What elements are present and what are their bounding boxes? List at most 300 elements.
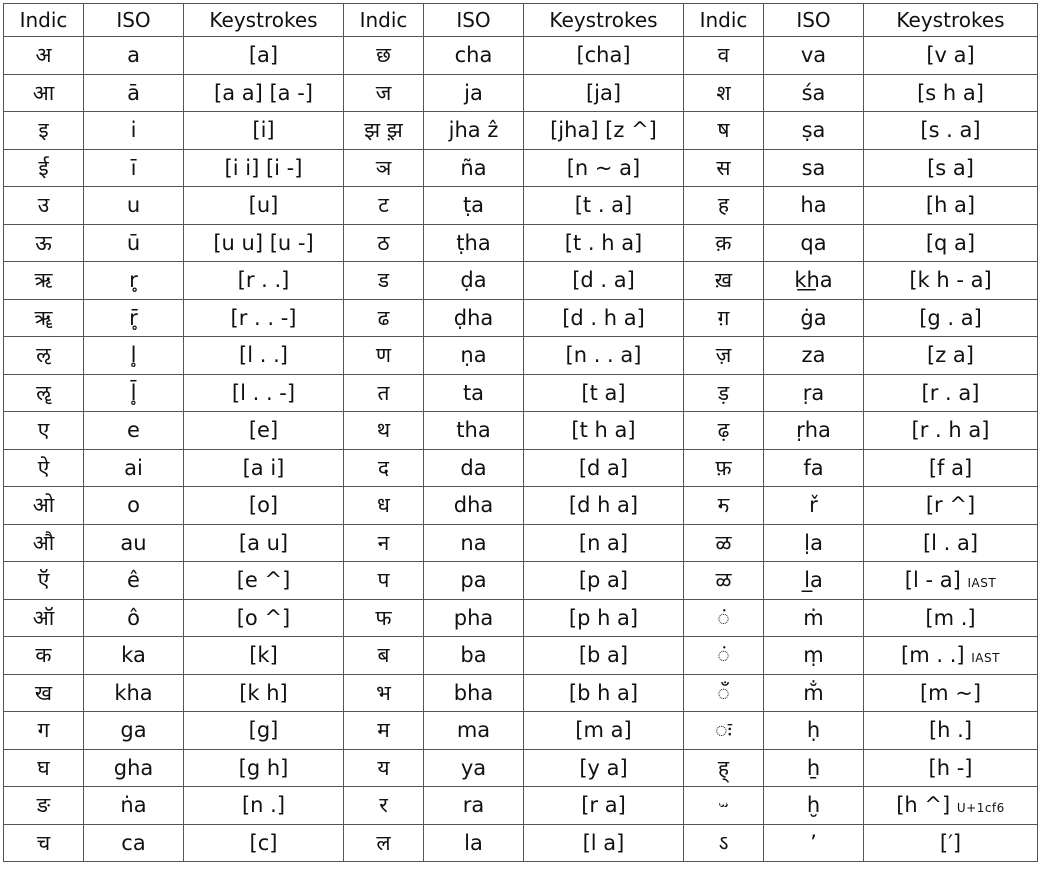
iso-cell: ra [424,787,524,825]
table-row [4,224,1038,262]
keystrokes-cell [524,374,684,412]
keystrokes-cell [524,37,684,75]
indic-cell: ब [344,637,424,675]
keystrokes-text: [a a] [a -] [214,80,313,105]
table-row [4,112,1038,150]
keystrokes-text: [a u] [238,530,289,555]
iso-cell: ṣa [764,112,864,150]
keystrokes-cell [524,224,684,262]
iso-cell: za [764,337,864,375]
keystrokes-text: [r . .] [237,268,290,293]
keystrokes-text: [c] [249,830,278,855]
keystrokes-text: [a i] [242,455,285,480]
keystrokes-cell [184,712,344,750]
iso-cell: va [764,37,864,75]
keystrokes-text: [k] [249,643,278,668]
keystrokes-cell [184,524,344,562]
keystrokes-cell [864,787,1038,825]
table-row [4,749,1038,787]
keystrokes-cell [864,674,1038,712]
indic-cell: ढ़ [684,412,764,450]
iso-cell: ma [424,712,524,750]
iso-cell: ṛa [764,374,864,412]
keystrokes-cell [524,674,684,712]
table-row [4,187,1038,225]
indic-cell: क़ [684,224,764,262]
keystrokes-cell [184,674,344,712]
table-row [4,787,1038,825]
iso-cell: pa [424,562,524,600]
keystrokes-cell [184,374,344,412]
iso-cell: ya [424,749,524,787]
header-indic: Indic [4,4,84,37]
indic-cell: ळ [684,524,764,562]
iso-cell: u [84,187,184,225]
indic-cell: क [4,637,84,675]
keystrokes-cell [524,562,684,600]
iso-cell: sa [764,149,864,187]
indic-cell: घ [4,749,84,787]
indic-cell: आ [4,74,84,112]
header-keystrokes: Keystrokes [184,4,344,37]
iso-cell: ña [424,149,524,187]
iso-cell: r̥̄ [84,299,184,337]
keystrokes-text: [n . . a] [565,343,642,368]
indic-cell: ग़ [684,299,764,337]
iso-cell: ḥ [764,712,864,750]
keystrokes-text: [i i] [i -] [224,155,303,180]
iso-cell: fa [764,449,864,487]
keystrokes-cell [184,299,344,337]
keystrokes-text: [m .] [925,605,976,630]
table-row [4,824,1038,862]
indic-cell: न [344,524,424,562]
iso-cell: au [84,524,184,562]
indic-cell: ऽ [684,824,764,862]
iso-cell: dha [424,487,524,525]
iso-cell: ga [84,712,184,750]
indic-cell: स [684,149,764,187]
keystrokes-text: [d . h a] [562,305,645,330]
keystrokes-cell [864,262,1038,300]
indic-cell: र [344,787,424,825]
keystrokes-text: [h ^] [896,793,951,818]
transliteration-table-container [3,3,1038,862]
iso-cell: ṅa [84,787,184,825]
keystrokes-text: [z a] [927,343,974,368]
keystrokes-text: [m ~] [919,680,982,705]
keystrokes-text: [m a] [575,718,632,743]
keystrokes-cell [864,412,1038,450]
iso-cell: ḍa [424,262,524,300]
indic-cell: ◌ँ [684,674,764,712]
keystrokes-cell [524,262,684,300]
table-row [4,37,1038,75]
table-row [4,449,1038,487]
indic-cell: फ़ [684,449,764,487]
keystrokes-text: [t a] [581,380,626,405]
keystrokes-cell [524,524,684,562]
indic-cell: त [344,374,424,412]
table-row [4,149,1038,187]
keystrokes-cell [864,149,1038,187]
indic-cell: ण [344,337,424,375]
keystrokes-text: [t . h a] [564,230,643,255]
keystrokes-cell [524,187,684,225]
table-row [4,712,1038,750]
indic-cell: अ [4,37,84,75]
keystrokes-cell [524,299,684,337]
table-row [4,262,1038,300]
iso-cell: ca [84,824,184,862]
header-keystrokes: Keystrokes [524,4,684,37]
indic-cell: म [344,712,424,750]
keystrokes-cell [524,599,684,637]
table-row [4,524,1038,562]
keystrokes-cell [184,787,344,825]
keystrokes-text: [v a] [926,43,975,68]
iso-cell: ba [424,637,524,675]
iso-cell: ā [84,74,184,112]
keystrokes-text: [jha] [z ^] [550,118,657,143]
keystrokes-cell [184,487,344,525]
keystrokes-text: [l - a] [904,568,961,593]
iso-cell: ai [84,449,184,487]
keystrokes-cell [864,37,1038,75]
indic-cell: ऊ [4,224,84,262]
indic-cell: ओ [4,487,84,525]
keystrokes-text: [g] [248,718,279,743]
iso-cell: k͟ha [764,262,864,300]
keystrokes-cell [184,562,344,600]
keystrokes-text: [s h a] [917,80,984,105]
iso-cell: ġa [764,299,864,337]
keystrokes-text: [d h a] [568,493,639,518]
indic-cell: ध [344,487,424,525]
iso-cell: ṇa [424,337,524,375]
keystrokes-text: [k h] [239,680,288,705]
indic-cell: ए [4,412,84,450]
indic-cell: द [344,449,424,487]
indic-cell: ङ [4,787,84,825]
indic-cell: श [684,74,764,112]
header-indic: Indic [344,4,424,37]
table-row [4,412,1038,450]
iso-cell: ’ [764,824,864,862]
keystrokes-cell [524,712,684,750]
keystrokes-text: [t . a] [574,193,633,218]
iso-cell: l̲a [764,562,864,600]
iso-cell: bha [424,674,524,712]
iso-cell: jha ẑ [424,112,524,150]
table-row [4,337,1038,375]
keystrokes-text: [d a] [578,455,629,480]
keystrokes-cell [864,224,1038,262]
keystrokes-cell [524,787,684,825]
iso-cell: ḍha [424,299,524,337]
indic-cell: ◌ं [684,599,764,637]
keystrokes-cell [524,824,684,862]
keystrokes-text: [n .] [241,793,286,818]
keystrokes-cell [184,149,344,187]
iso-cell: ī [84,149,184,187]
keystrokes-text: [b h a] [568,680,639,705]
indic-cell: ह [684,187,764,225]
keystrokes-cell [864,599,1038,637]
iso-cell: i [84,112,184,150]
indic-cell: ड़ [684,374,764,412]
table-row [4,674,1038,712]
indic-cell: ल [344,824,424,862]
iso-cell: śa [764,74,864,112]
indic-cell: ऋ [4,262,84,300]
keystrokes-cell [864,824,1038,862]
table-body [4,37,1038,862]
iso-cell: l̥ [84,337,184,375]
indic-cell: ॠ [4,299,84,337]
header-iso: ISO [84,4,184,37]
keystrokes-text: [e] [248,418,279,443]
iso-cell: qa [764,224,864,262]
header-iso: ISO [424,4,524,37]
standard-tag: U+1cf6 [956,801,1005,816]
keystrokes-cell [524,449,684,487]
indic-cell: ◌ः [684,712,764,750]
iso-cell: ẖ [764,749,864,787]
indic-cell: ज [344,74,424,112]
keystrokes-text: [u u] [u -] [213,230,314,255]
keystrokes-text: [l . . -] [231,380,296,405]
keystrokes-cell [524,112,684,150]
keystrokes-text: [k h - a] [909,268,992,293]
keystrokes-cell [864,712,1038,750]
keystrokes-text: [o ^] [236,605,291,630]
transliteration-table [3,3,1038,862]
keystrokes-text: [r a] [581,793,626,818]
iso-cell: ū [84,224,184,262]
keystrokes-text: [r ^] [925,493,976,518]
table-row [4,74,1038,112]
iso-cell: na [424,524,524,562]
keystrokes-cell [864,374,1038,412]
iso-cell: ḷa [764,524,864,562]
iso-cell: kha [84,674,184,712]
indic-cell: ऌ [4,337,84,375]
iso-cell: ja [424,74,524,112]
keystrokes-cell [864,637,1038,675]
iso-cell: ř [764,487,864,525]
keystrokes-cell [184,224,344,262]
keystrokes-text: [u] [248,193,279,218]
iso-cell: ṁ [764,599,864,637]
indic-cell: प [344,562,424,600]
keystrokes-cell [864,187,1038,225]
indic-cell: थ [344,412,424,450]
iso-cell: ṛha [764,412,864,450]
indic-cell: ऍ [4,562,84,600]
table-row [4,599,1038,637]
keystrokes-text: [n ~ a] [566,155,641,180]
keystrokes-cell [864,524,1038,562]
keystrokes-cell [864,749,1038,787]
iso-cell: pha [424,599,524,637]
keystrokes-text: [cha] [576,43,631,68]
indic-cell: ळ [684,562,764,600]
keystrokes-cell [864,299,1038,337]
indic-cell: ग [4,712,84,750]
table-row [4,637,1038,675]
indic-cell: ष [684,112,764,150]
indic-cell: ड [344,262,424,300]
keystrokes-cell [864,487,1038,525]
indic-cell: ठ [344,224,424,262]
iso-cell: o [84,487,184,525]
indic-cell: औ [4,524,84,562]
iso-cell: ê [84,562,184,600]
indic-cell: ढ [344,299,424,337]
keystrokes-cell [524,74,684,112]
keystrokes-cell [184,412,344,450]
keystrokes-text: [r . h a] [911,418,990,443]
indic-cell: ॡ [4,374,84,412]
keystrokes-text: [y a] [579,755,628,780]
header-keystrokes: Keystrokes [864,4,1038,37]
iso-cell: r̥ [84,262,184,300]
indic-cell: ञ [344,149,424,187]
keystrokes-text: [h a] [925,193,976,218]
table-row [4,487,1038,525]
keystrokes-text: [a] [248,43,279,68]
keystrokes-text: [p a] [578,568,629,593]
keystrokes-text: [p h a] [568,605,639,630]
keystrokes-cell [864,112,1038,150]
keystrokes-text: [s a] [927,155,974,180]
table-row [4,299,1038,337]
indic-cell: झ झ़ [344,112,424,150]
indic-cell: फ [344,599,424,637]
keystrokes-text: [d . a] [572,268,635,293]
indic-cell: ᳶ [684,787,764,825]
keystrokes-cell [864,449,1038,487]
indic-cell: छ [344,37,424,75]
keystrokes-cell [524,412,684,450]
iso-cell: ka [84,637,184,675]
standard-tag: IAST [971,651,1000,666]
indic-cell: च [4,824,84,862]
header-row [4,4,1038,37]
keystrokes-text: [h .] [928,718,973,743]
indic-cell: ह् [684,749,764,787]
keystrokes-cell [524,637,684,675]
keystrokes-text: [h -] [928,755,973,780]
keystrokes-text: [ja] [585,80,622,105]
keystrokes-cell [184,74,344,112]
keystrokes-cell [524,749,684,787]
indic-cell: ऐ [4,449,84,487]
indic-cell: ख़ [684,262,764,300]
keystrokes-text: [s . a] [920,118,981,143]
header-indic: Indic [684,4,764,37]
indic-cell: ई [4,149,84,187]
indic-cell: भ [344,674,424,712]
iso-cell: ṭa [424,187,524,225]
keystrokes-text: [o] [248,493,279,518]
keystrokes-cell [184,749,344,787]
table-row [4,374,1038,412]
indic-cell: ज़ [684,337,764,375]
keystrokes-text: [m . .] [901,643,965,668]
indic-cell: ट [344,187,424,225]
indic-cell: इ [4,112,84,150]
iso-cell: ô [84,599,184,637]
keystrokes-text: [l . .] [239,343,288,368]
keystrokes-text: [i] [252,118,275,143]
keystrokes-cell [184,337,344,375]
keystrokes-cell [184,262,344,300]
keystrokes-text: [t h a] [571,418,636,443]
iso-cell: cha [424,37,524,75]
keystrokes-cell [184,112,344,150]
keystrokes-cell [864,337,1038,375]
iso-cell: gha [84,749,184,787]
keystrokes-cell [524,337,684,375]
indic-cell: ॸ [684,487,764,525]
iso-cell: ḫ [764,787,864,825]
keystrokes-text: [q a] [925,230,976,255]
indic-cell: ◌ं [684,637,764,675]
keystrokes-cell [184,824,344,862]
keystrokes-cell [184,599,344,637]
iso-cell: ta [424,374,524,412]
keystrokes-cell [864,74,1038,112]
keystrokes-text: [e ^] [236,568,291,593]
keystrokes-text: [g h] [238,755,289,780]
iso-cell: m̐ [764,674,864,712]
iso-cell: ṭha [424,224,524,262]
keystrokes-cell [524,487,684,525]
iso-cell: a [84,37,184,75]
keystrokes-text: [l a] [582,830,625,855]
iso-cell: e [84,412,184,450]
keystrokes-text: [f a] [928,455,973,480]
header-iso: ISO [764,4,864,37]
keystrokes-text: [r . a] [921,380,980,405]
iso-cell: da [424,449,524,487]
iso-cell: tha [424,412,524,450]
standard-tag: IAST [967,576,997,591]
iso-cell: la [424,824,524,862]
iso-cell: ṃ [764,637,864,675]
indic-cell: व [684,37,764,75]
iso-cell: l̥̄ [84,374,184,412]
indic-cell: उ [4,187,84,225]
table-row [4,562,1038,600]
keystrokes-cell [184,187,344,225]
keystrokes-cell [864,562,1038,600]
keystrokes-cell [184,637,344,675]
iso-cell: ha [764,187,864,225]
keystrokes-text: [l . a] [922,530,979,555]
keystrokes-text: [n a] [578,530,629,555]
keystrokes-cell [184,37,344,75]
indic-cell: य [344,749,424,787]
keystrokes-cell [524,149,684,187]
keystrokes-text: [b a] [578,643,629,668]
indic-cell: ख [4,674,84,712]
indic-cell: ऑ [4,599,84,637]
keystrokes-text: [g . a] [919,305,982,330]
keystrokes-text: [′] [939,830,962,855]
